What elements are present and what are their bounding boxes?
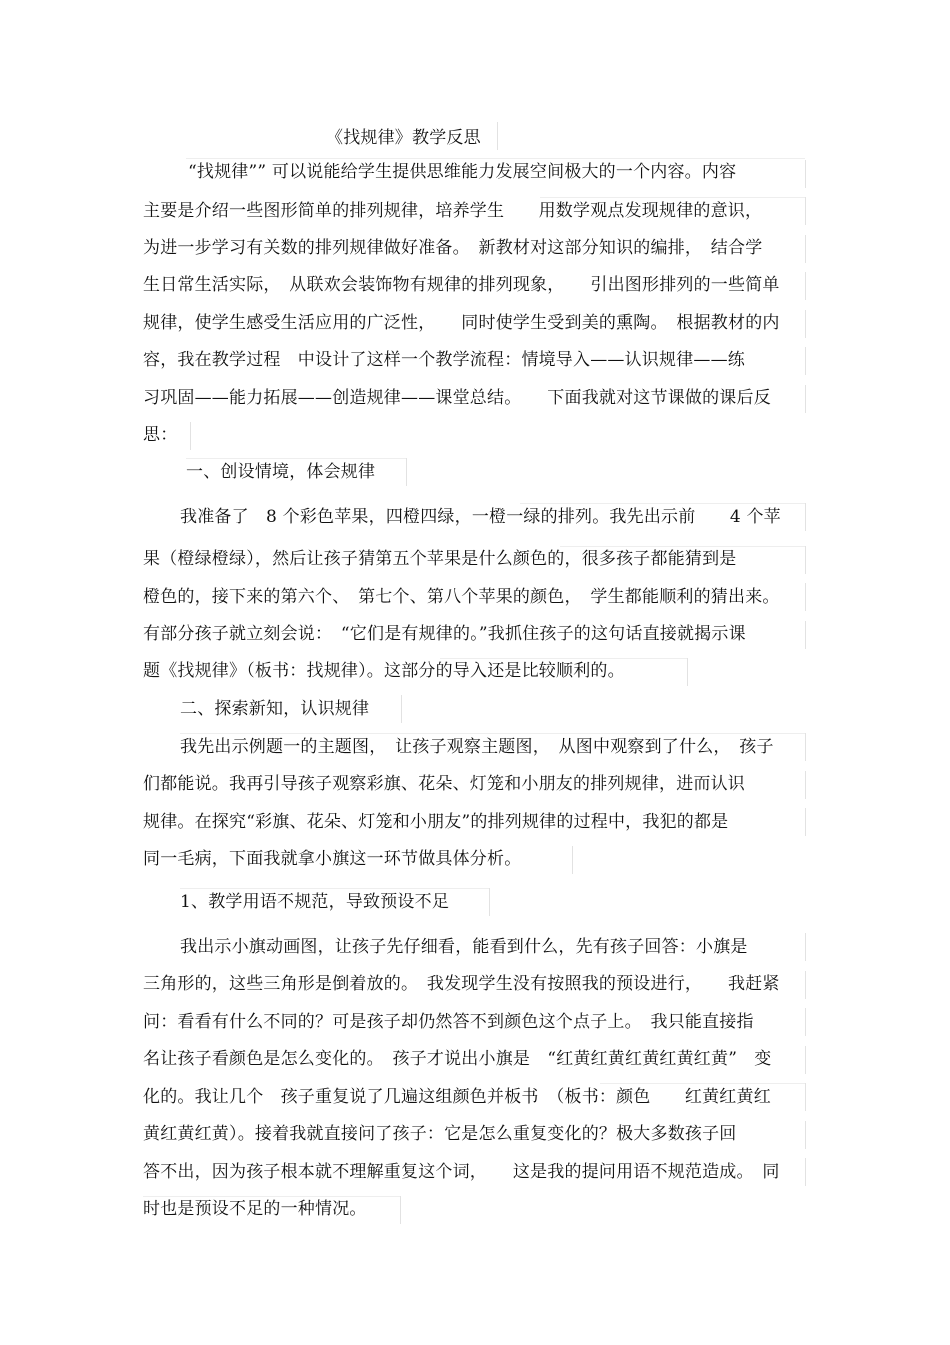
scan-artifact-bar: [805, 1158, 806, 1186]
subsection-heading: 1、教学用语不规范，导致预设不足: [180, 892, 450, 912]
paragraph-line: 主要是介绍一些图形简单的排列规律，培养学生 用数学观点发现规律的意识，: [143, 201, 763, 221]
scan-artifact-bar: [805, 310, 806, 338]
paragraph-line: 容，我在教学过程 中设计了这样一个教学流程：情境导入——认识规律——练: [143, 350, 745, 370]
scan-artifact-bar: [805, 771, 806, 799]
scan-artifact-bar: [805, 160, 806, 188]
paragraph-line: 规律，使学生感受生活应用的广泛性， 同时使学生受到美的熏陶。 根据教材的内: [143, 313, 780, 333]
paragraph-line: 习巩固——能力拓展——创造规律——课堂总结。 下面我就对这节课做的课后反: [143, 388, 771, 408]
paragraph-line: “找规律”” 可以说能给学生提供思维能力发展空间极大的一个内容。内容: [188, 162, 737, 182]
paragraph-line: 化的。我让几个 孩子重复说了几遍这组颜色并板书 （板书：颜色 红黄红黄红: [143, 1087, 771, 1107]
paragraph-line: 橙色的，接下来的第六个、 第七个、第八个苹果的颜色， 学生都能顺利的猜出来。: [143, 587, 780, 607]
paragraph-line: 同一毛病，下面我就拿小旗这一环节做具体分析。: [143, 849, 522, 869]
scan-artifact-bar: [572, 846, 573, 874]
section-heading: 二、探索新知，认识规律: [180, 699, 370, 719]
paragraph-line: 规律。在探究“彩旗、花朵、灯笼和小朋友”的排列规律的过程中，我犯的都是: [143, 812, 729, 832]
paragraph-line: 果（橙绿橙绿），然后让孩子猜第五个苹果是什么颜色的，很多孩子都能猜到是: [143, 549, 737, 569]
paragraph-line: 生日常生活实际， 从联欢会装饰物有规律的排列现象， 引出图形排列的一些简单: [143, 275, 780, 295]
scan-artifact-bar: [805, 1046, 806, 1074]
scan-artifact-bar: [805, 272, 806, 300]
scan-artifact-bar: [805, 733, 806, 761]
scan-artifact-bar: [805, 503, 806, 531]
scan-artifact-rule: [186, 158, 805, 159]
scan-artifact-bar: [805, 546, 806, 574]
scan-artifact-bar: [497, 122, 498, 150]
paragraph-line: 我先出示例题一的主题图， 让孩子观察主题图， 从图中观察到了什么， 孩子: [180, 737, 774, 757]
scan-artifact-rule: [186, 458, 406, 459]
section-heading: 一、创设情境，体会规律: [186, 462, 376, 482]
scan-artifact-bar: [805, 621, 806, 649]
scan-artifact-bar: [401, 695, 402, 723]
document-title: 《找规律》教学反思: [326, 128, 481, 148]
scan-artifact-rule: [440, 658, 687, 659]
scan-artifact-bar: [190, 422, 191, 450]
scan-artifact-bar: [406, 458, 407, 486]
paragraph-line: 答不出，因为孩子根本就不理解重复这个词， 这是我的提问用语不规范造成。 同: [143, 1162, 780, 1182]
scan-artifact-rule: [180, 733, 805, 734]
scan-artifact-bar: [805, 583, 806, 611]
paragraph-line: 名让孩子看颜色是怎么变化的。 孩子才说出小旗是 “红黄红黄红黄红黄红黄” 变: [143, 1049, 772, 1069]
paragraph-line: 我出示小旗动画图，让孩子先仔细看，能看到什么，先有孩子回答：小旗是: [180, 937, 748, 957]
scan-artifact-bar: [805, 1083, 806, 1111]
scan-artifact-bar: [805, 235, 806, 263]
scan-artifact-bar: [805, 385, 806, 413]
paragraph-line: 时也是预设不足的一种情况。: [143, 1199, 367, 1219]
scan-artifact-rule: [143, 1196, 400, 1197]
scan-artifact-bar: [489, 888, 490, 916]
paragraph-line: 三角形的，这些三角形是倒着放的。 我发现学生没有按照我的预设进行， 我赶紧: [143, 974, 780, 994]
paragraph-line: 黄红黄红黄）。接着我就直接问了孩子：它是怎么重复变化的？极大多数孩子回: [143, 1124, 737, 1144]
scan-artifact-bar: [805, 933, 806, 961]
scan-artifact-bar: [805, 1008, 806, 1036]
paragraph-line: 问：看看有什么不同的？可是孩子却仍然答不到颜色这个点子上。 我只能直接指: [143, 1012, 754, 1032]
paragraph-line: 们都能说。我再引导孩子观察彩旗、花朵、灯笼和小朋友的排列规律，进而认识: [143, 774, 745, 794]
paragraph-line: 题《找规律》（板书：找规律）。这部分的导入还是比较顺利的。: [143, 661, 625, 681]
scan-artifact-bar: [805, 347, 806, 375]
scan-artifact-rule: [180, 888, 489, 889]
scan-artifact-bar: [805, 808, 806, 836]
paragraph-line: 我准备了 8 个彩色苹果，四橙四绿，一橙一绿的排列。我先出示前 4 个苹: [180, 507, 781, 527]
scan-artifact-bar: [687, 658, 688, 686]
scan-artifact-bar: [805, 1121, 806, 1149]
paragraph-line: 为进一步学习有关数的排列规律做好准备。 新教材对这部分知识的编排， 结合学: [143, 238, 763, 258]
scan-artifact-rule: [560, 546, 805, 547]
paragraph-line: 思：: [143, 425, 178, 445]
scan-artifact-rule: [540, 197, 805, 198]
paragraph-line: 有部分孩子就立刻会说： “它们是有规律的。”我抓住孩子的这句话直接就揭示课: [143, 624, 746, 644]
scan-artifact-bar: [805, 197, 806, 225]
scan-artifact-rule: [520, 503, 805, 504]
scan-artifact-bar: [400, 1196, 401, 1224]
scan-artifact-rule: [600, 1083, 805, 1084]
scan-artifact-bar: [805, 971, 806, 999]
